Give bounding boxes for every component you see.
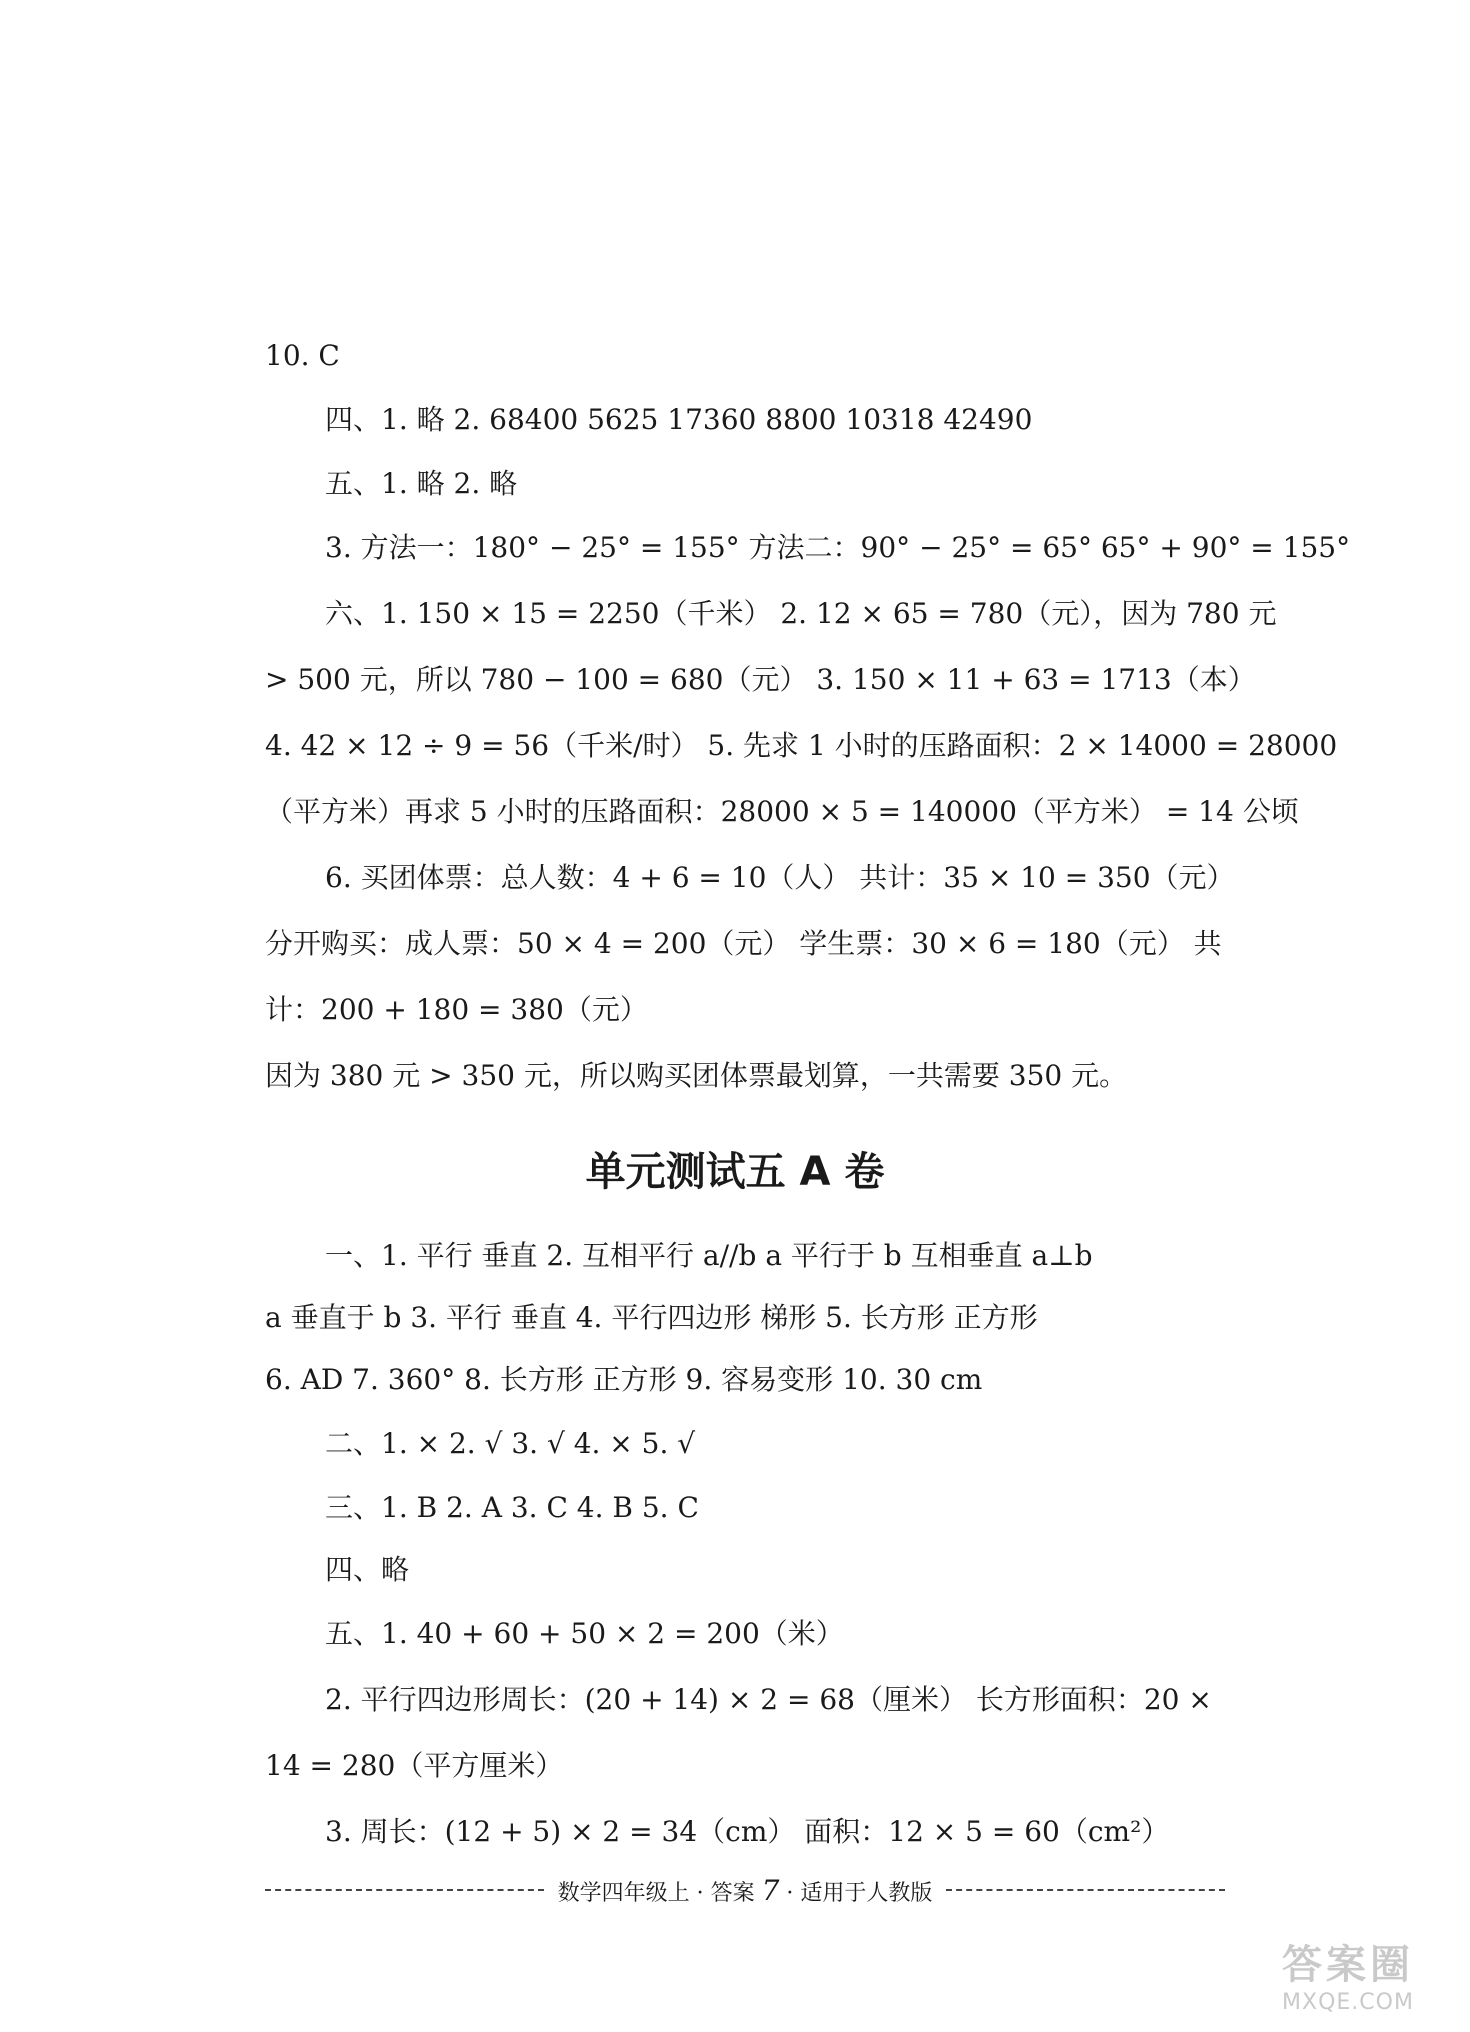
footer-divider-right (946, 1889, 1225, 1891)
watermark-logo: 答案圈 (1282, 1942, 1414, 1988)
footer-text (544, 1874, 947, 1907)
answer-line: 五、1. 略 2. 略 (325, 467, 518, 500)
section-title: 单元测试五 A 卷 (585, 1149, 885, 1195)
answer-line: a 垂直于 b 3. 平行 垂直 4. 平行四边形 梯形 5. 长方形 正方形 (265, 1301, 1038, 1334)
answer-line: 3. 方法一：180° − 25° = 155° 方法二：90° − 25° = 65° 65° + 90° = 155° (325, 531, 1351, 564)
answer-line: 三、1. B 2. A 3. C 4. B 5. C (325, 1491, 699, 1524)
answer-line: 2. 平行四边形周长：(20 + 14) × 2 = 68（厘米） 长方形面积：20 × (325, 1683, 1212, 1716)
answer-line: 10. C (265, 339, 340, 372)
answer-line: 五、1. 40 + 60 + 50 × 2 = 200（米） (325, 1617, 844, 1650)
answer-line: 二、1. × 2. √ 3. √ 4. × 5. √ (325, 1427, 696, 1460)
answer-line: 一、1. 平行 垂直 2. 互相平行 a//b a 平行于 b 互相垂直 a⊥b (325, 1239, 1093, 1272)
answer-line: 四、略 (325, 1553, 410, 1586)
answer-line: 3. 周长：(12 + 5) × 2 = 34（cm） 面积：12 × 5 = 60（cm²） (325, 1815, 1170, 1848)
footer-book-label: 数学四年级上 · 答案 (557, 1880, 755, 1906)
answer-line: 6. 买团体票：总人数：4 + 6 = 10（人） 共计：35 × 10 = 350（元） (325, 861, 1235, 894)
site-watermark (1248, 1940, 1448, 2024)
answer-line: 分开购买：成人票：50 × 4 = 200（元） 学生票：30 × 6 = 180（元） 共 (265, 927, 1222, 960)
answer-line: （平方米）再求 5 小时的压路面积：28000 × 5 = 140000（平方米） = 14 公顷 (265, 795, 1299, 828)
answer-line: > 500 元，所以 780 − 100 = 680（元） 3. 150 × 11 + 63 = 1713（本） (265, 663, 1256, 696)
answer-line: 4. 42 × 12 ÷ 9 = 56（千米/时） 5. 先求 1 小时的压路面积：2 × 14000 = 28000 (265, 729, 1338, 762)
answer-line: 六、1. 150 × 15 = 2250（千米） 2. 12 × 65 = 780（元），因为 780 元 (325, 597, 1277, 630)
page-number: 7 (761, 1873, 780, 1907)
answer-line: 6. AD 7. 360° 8. 长方形 正方形 9. 容易变形 10. 30 cm (265, 1363, 983, 1396)
answer-line: 14 = 280（平方厘米） (265, 1749, 564, 1782)
answer-line: 计：200 + 180 = 380（元） (265, 993, 648, 1026)
answer-line: 因为 380 元 > 350 元，所以购买团体票最划算，一共需要 350 元。 (265, 1059, 1128, 1092)
watermark-url: MXQE.COM (1282, 1990, 1414, 2015)
answer-line: 四、1. 略 2. 68400 5625 17360 8800 10318 42490 (325, 403, 1033, 436)
footer-edition-label: · 适用于人教版 (786, 1880, 933, 1906)
footer-divider-left (265, 1889, 544, 1891)
page-footer (265, 1872, 1225, 1908)
